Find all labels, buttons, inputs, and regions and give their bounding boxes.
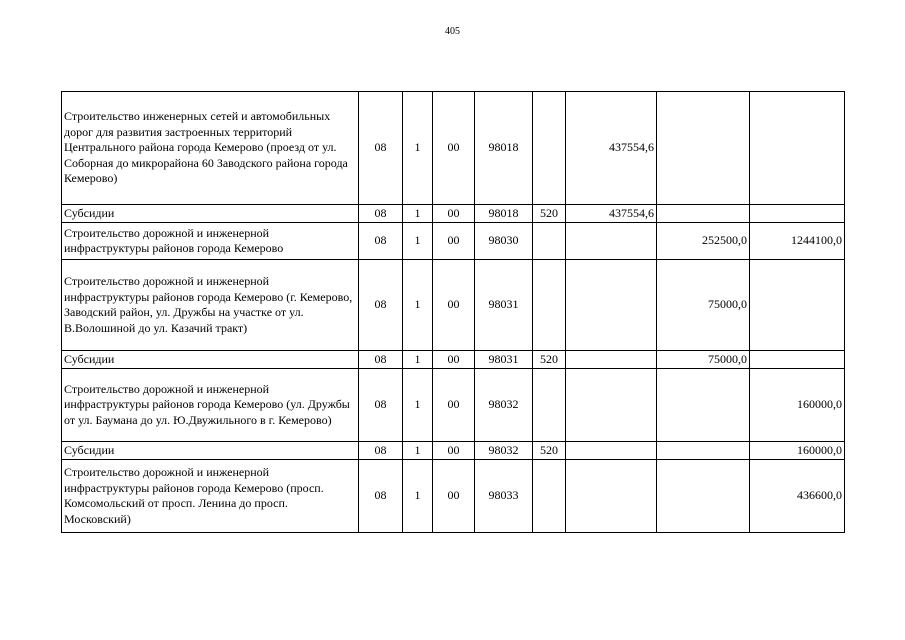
budget-table — [61, 91, 845, 533]
row-article: 98018 — [475, 205, 533, 223]
row-article: 98018 — [475, 92, 533, 205]
row-program: 00 — [433, 260, 475, 351]
row-value-3: 436600,0 — [750, 460, 845, 533]
row-program: 00 — [433, 351, 475, 369]
row-subsection: 1 — [403, 442, 433, 460]
row-section: 08 — [359, 92, 403, 205]
table-row — [62, 460, 845, 533]
row-name: Строительство дорожной и инженерной инфраструктуры районов города Кемерово (просп. Комсомольский от просп. Ленина до просп. Московский) — [62, 460, 359, 533]
page-number: 405 — [445, 26, 460, 37]
row-name: Строительство дорожной и инженерной инфраструктуры районов города Кемерово (ул. Дружбы от ул. Баумана до ул. Ю.Двужильного в г. Кемерово) — [62, 369, 359, 442]
row-value-3 — [750, 92, 845, 205]
row-section: 08 — [359, 460, 403, 533]
row-value-1: 437554,6 — [566, 92, 657, 205]
row-expense-type — [533, 260, 566, 351]
row-section: 08 — [359, 442, 403, 460]
row-value-3: 160000,0 — [750, 369, 845, 442]
row-value-1 — [566, 223, 657, 260]
row-program: 00 — [433, 205, 475, 223]
row-program: 00 — [433, 460, 475, 533]
row-value-2 — [657, 92, 750, 205]
row-value-1 — [566, 260, 657, 351]
row-name: Строительство дорожной и инженерной инфраструктуры районов города Кемерово (г. Кемерово, Заводский район, ул. Дружбы на участке от ул. В.Волошиной до ул. Казачий тракт) — [62, 260, 359, 351]
row-article: 98031 — [475, 260, 533, 351]
row-article: 98032 — [475, 369, 533, 442]
row-program: 00 — [433, 369, 475, 442]
row-value-1 — [566, 460, 657, 533]
row-subsection: 1 — [403, 369, 433, 442]
row-value-1 — [566, 351, 657, 369]
row-section: 08 — [359, 205, 403, 223]
table-row — [62, 92, 845, 205]
row-article: 98032 — [475, 442, 533, 460]
table-row — [62, 260, 845, 351]
table-row — [62, 205, 845, 223]
row-article: 98033 — [475, 460, 533, 533]
row-article: 98031 — [475, 351, 533, 369]
row-name: Субсидии — [62, 442, 359, 460]
row-name: Субсидии — [62, 205, 359, 223]
row-name: Строительство инженерных сетей и автомобильных дорог для развития застроенных территорий Центрального района города Кемерово (проезд от ул. Соборная до микрорайона 60 Заводского района города Кемерово) — [62, 92, 359, 205]
row-subsection: 1 — [403, 92, 433, 205]
row-value-3 — [750, 205, 845, 223]
row-section: 08 — [359, 223, 403, 260]
row-value-1 — [566, 442, 657, 460]
row-section: 08 — [359, 351, 403, 369]
row-value-1 — [566, 369, 657, 442]
row-value-3 — [750, 351, 845, 369]
row-subsection: 1 — [403, 223, 433, 260]
row-value-2 — [657, 369, 750, 442]
row-value-3 — [750, 260, 845, 351]
row-expense-type: 520 — [533, 351, 566, 369]
row-subsection: 1 — [403, 260, 433, 351]
row-expense-type — [533, 460, 566, 533]
row-value-3: 1244100,0 — [750, 223, 845, 260]
row-value-2: 75000,0 — [657, 351, 750, 369]
row-subsection: 1 — [403, 351, 433, 369]
row-expense-type — [533, 369, 566, 442]
row-value-3: 160000,0 — [750, 442, 845, 460]
row-subsection: 1 — [403, 205, 433, 223]
row-value-2 — [657, 460, 750, 533]
row-expense-type: 520 — [533, 205, 566, 223]
row-value-2 — [657, 442, 750, 460]
row-value-2: 75000,0 — [657, 260, 750, 351]
row-value-2 — [657, 205, 750, 223]
table-row — [62, 351, 845, 369]
row-subsection: 1 — [403, 460, 433, 533]
row-value-2: 252500,0 — [657, 223, 750, 260]
row-section: 08 — [359, 260, 403, 351]
row-program: 00 — [433, 442, 475, 460]
table-row — [62, 442, 845, 460]
row-name: Субсидии — [62, 351, 359, 369]
table-row — [62, 223, 845, 260]
row-expense-type — [533, 92, 566, 205]
row-value-1: 437554,6 — [566, 205, 657, 223]
row-section: 08 — [359, 369, 403, 442]
row-program: 00 — [433, 92, 475, 205]
row-expense-type — [533, 223, 566, 260]
row-expense-type: 520 — [533, 442, 566, 460]
row-article: 98030 — [475, 223, 533, 260]
table-row — [62, 369, 845, 442]
row-name: Строительство дорожной и инженерной инфраструктуры районов города Кемерово — [62, 223, 359, 260]
row-program: 00 — [433, 223, 475, 260]
